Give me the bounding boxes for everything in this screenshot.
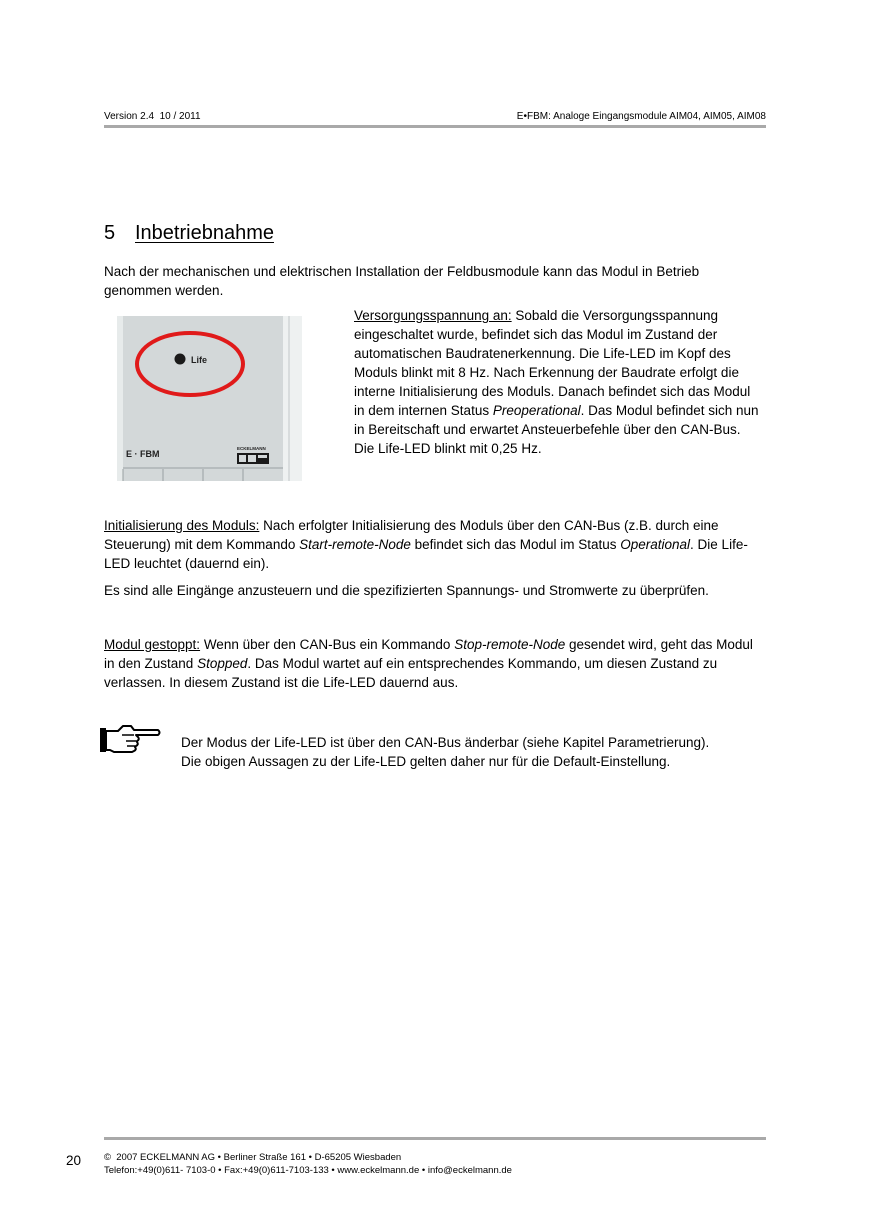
header-version: Version 2.4 10 / 2011 [104, 111, 201, 122]
module-photo [117, 316, 302, 481]
pointing-hand-icon [98, 722, 162, 758]
initialization-text-mid: befindet sich das Modul im Status [410, 537, 621, 552]
status-preoperational: Preoperational [492, 403, 581, 418]
initialization-text-end: . Die Life-LED leuchtet (dauernd ein). [104, 537, 748, 571]
footer-rule [104, 1137, 766, 1140]
life-label: Life [191, 355, 208, 365]
supply-voltage-text: Sobald die Versorgungsspannung eingeschaltet wurde, befindet sich das Modul im Zustand der automatischen Baudratenerkennung. Die Life-LED im Kopf des Moduls blinkt mit 8 Hz. Nach Erkennung der Baudrate erfolgt die interne Initialisierung des Moduls. Danach befindet sich das Modul in dem internen Status [354, 308, 751, 418]
chapter-number: 5 [104, 222, 116, 244]
initialization-paragraph [104, 516, 764, 573]
module-stopped-heading: Modul gestoppt: [104, 637, 201, 652]
intro-paragraph: Nach der mechanischen und elektrischen Installation der Feldbusmodule kann das Modul in Betrieb genommen werden. [104, 264, 700, 298]
page-number: 20 [66, 1153, 82, 1168]
supply-voltage-text-end: . Das Modul befindet sich nun in Bereitschaft und erwartet Ansteuerbefehle über den CAN-Bus. Die Life-LED blinkt mit 0,25 Hz. [354, 403, 759, 456]
life-led [175, 354, 186, 365]
status-stopped: Stopped [197, 656, 248, 671]
brand-label: ECKELMANN [237, 446, 266, 451]
supply-voltage-paragraph [354, 306, 764, 458]
footer-line-1: © 2007 ECKELMANN AG • Berliner Straße 161 • D-65205 Wiesbaden [104, 1152, 402, 1163]
chapter-title: Inbetriebnahme [135, 222, 274, 244]
note-line-1: Der Modus der Life-LED ist über den CAN-Bus änderbar (siehe Kapitel Parametrierung). [181, 735, 710, 750]
module-stopped-text: Wenn über den CAN-Bus ein Kommando [200, 637, 455, 652]
initialization-heading: Initialisierung des Moduls: [104, 518, 260, 533]
note-text [181, 733, 771, 771]
note-line-2: Die obigen Aussagen zu der Life-LED gelten daher nur für die Default-Einstellung. [181, 754, 671, 769]
module-stopped-text-end: . Das Modul wartet auf ein entsprechendes Kommando, um diesen Zustand zu verlassen. In diesem Zustand ist die Life-LED dauernd aus. [104, 656, 718, 690]
status-operational: Operational [620, 537, 691, 552]
command-start-remote-node: Start-remote-Node [299, 537, 411, 552]
command-stop-remote-node: Stop-remote-Node [454, 637, 566, 652]
module-stopped-paragraph [104, 635, 766, 692]
chapter-heading [104, 221, 274, 245]
initialization-text: Nach erfolgter Initialisierung des Moduls über den CAN-Bus (z.B. durch eine Steuerung) mit dem Kommando [104, 518, 719, 552]
panel-label: E · FBM [126, 449, 160, 459]
header-rule [104, 125, 766, 128]
module-stopped-text-mid: gesendet wird, geht das Modul in den Zustand [104, 637, 753, 671]
footer-line-2: Telefon:+49(0)611- 7103-0 • Fax:+49(0)611-7103-133 • www.eckelmann.de • info@eckelmann.de [104, 1165, 512, 1176]
module-photo-drawing [117, 316, 302, 481]
footer-address [104, 1151, 512, 1177]
brand-logo [237, 453, 269, 464]
supply-voltage-heading: Versorgungsspannung an: [354, 308, 512, 323]
inputs-paragraph: Es sind alle Eingänge anzusteuern und die spezifizierten Spannungs- und Stromwerte zu überprüfen. [104, 583, 709, 598]
header-document-title: E•FBM: Analoge Eingangsmodule AIM04, AIM05, AIM08 [516, 111, 766, 122]
